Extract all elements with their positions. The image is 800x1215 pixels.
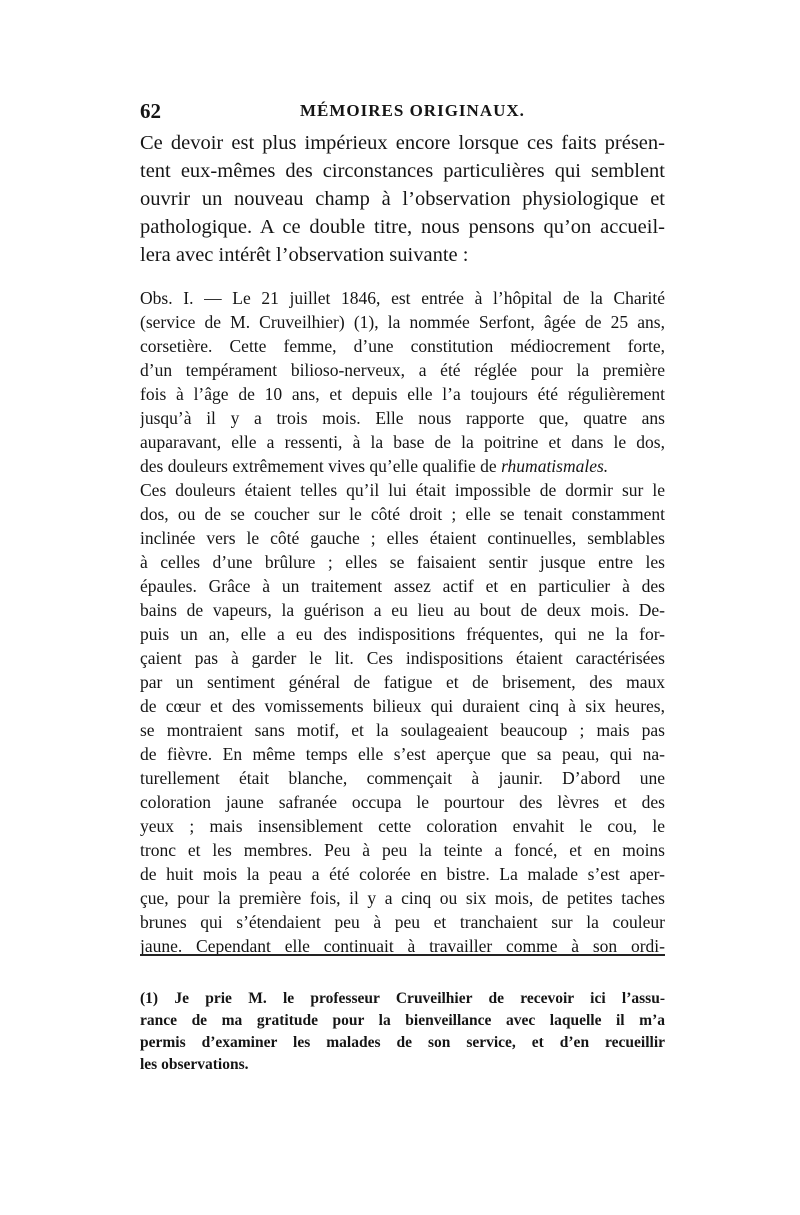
observation-line: dos, ou de se coucher sur le côté droit ; elle se tenait constamment [140, 504, 665, 524]
footnote-divider [140, 954, 665, 956]
observation-line: jusqu’à il y a trois mois. Elle nous rapporte que, quatre ans [140, 408, 665, 428]
intro-line: ouvrir un nouveau champ à l’observation physiologique et [140, 188, 665, 210]
page-number: 62 [140, 99, 161, 123]
observation-line: inclinée vers le côté gauche ; elles étaient continuelles, semblables [140, 528, 665, 548]
observation-line: brunes qui s’étendaient peu à peu et tranchaient sur la couleur [140, 912, 665, 932]
observation-line: auparavant, elle a ressenti, à la base de la poitrine et dans le dos, [140, 432, 665, 452]
intro-line: lera avec intérêt l’observation suivante : [140, 244, 469, 266]
observation-line: yeux ; mais insensiblement cette coloration envahit le cou, le [140, 816, 665, 836]
observation-line: Ces douleurs étaient telles qu’il lui était impossible de dormir sur le [140, 480, 665, 500]
observation-line: de cœur et des vomissements bilieux qui duraient cinq à six heures, [140, 696, 665, 716]
observation-line: coloration jaune safranée occupa le pourtour des lèvres et des [140, 792, 665, 812]
observation-line: turellement était blanche, commençait à jaunir. D’abord une [140, 768, 665, 788]
observation-line: çue, pour la première fois, il y a cinq ou six mois, de petites taches [140, 888, 665, 908]
observation-line: (service de M. Cruveilhier) (1), la nommée Serfont, âgée de 25 ans, [140, 312, 665, 332]
observation-line: de huit mois la peau a été colorée en bistre. La malade s’est aper- [140, 864, 665, 884]
observation-line: jaune. Cependant elle continuait à travailler comme à son ordi- [140, 936, 665, 956]
observation-line: fois à l’âge de 10 ans, et depuis elle l’a toujours été régulièrement [140, 384, 665, 404]
observation-line: corsetière. Cette femme, d’une constitution médiocrement forte, [140, 336, 665, 356]
observation-line: de fièvre. En même temps elle s’est aperçue que sa peau, qui na- [140, 744, 665, 764]
observation-line: d’un tempérament bilioso-nerveux, a été réglée pour la première [140, 360, 665, 380]
observation-line: épaules. Grâce à un traitement assez actif et en particulier à des [140, 576, 665, 596]
italic-term: rhumatismales. [501, 456, 609, 476]
footnote-line: rance de ma gratitude pour la bienveillance avec laquelle il m’a [140, 1012, 665, 1029]
observation-line: tronc et les membres. Peu à peu la teinte a foncé, et en moins [140, 840, 665, 860]
footnote-line: permis d’examiner les malades de son service, et d’en recueillir [140, 1034, 665, 1051]
observation-line: par un sentiment général de fatigue et de brisement, des maux [140, 672, 665, 692]
observation-line: à celles d’une brûlure ; elles se faisaient sentir jusque entre les [140, 552, 665, 572]
observation-line: bains de vapeurs, la guérison a eu lieu au bout de deux mois. De- [140, 600, 665, 620]
observation-line [140, 454, 665, 478]
intro-line: Ce devoir est plus impérieux encore lorsque ces faits présen- [140, 132, 665, 154]
intro-line: pathologique. A ce double titre, nous pensons qu’on accueil- [140, 216, 665, 238]
observation-line: puis un an, elle a eu des indispositions fréquentes, qui ne la for- [140, 624, 665, 644]
running-head [140, 99, 664, 125]
observation-line: se montraient sans motif, et la soulageaient beaucoup ; mais pas [140, 720, 665, 740]
observation-line: Obs. I. — Le 21 juillet 1846, est entrée à l’hôpital de la Charité [140, 288, 665, 308]
footnote-line: les observations. [140, 1056, 249, 1073]
footnote-line: (1) Je prie M. le professeur Cruveilhier de recevoir ici l’assu- [140, 990, 665, 1007]
observation-line-text: des douleurs extrêmement vives qu’elle qualifie de [140, 456, 497, 476]
running-title: MÉMOIRES ORIGINAUX. [300, 101, 525, 120]
intro-line: tent eux-mêmes des circonstances particulières qui semblent [140, 160, 665, 182]
observation-line: çaient pas à garder le lit. Ces indispositions étaient caractérisées [140, 648, 665, 668]
